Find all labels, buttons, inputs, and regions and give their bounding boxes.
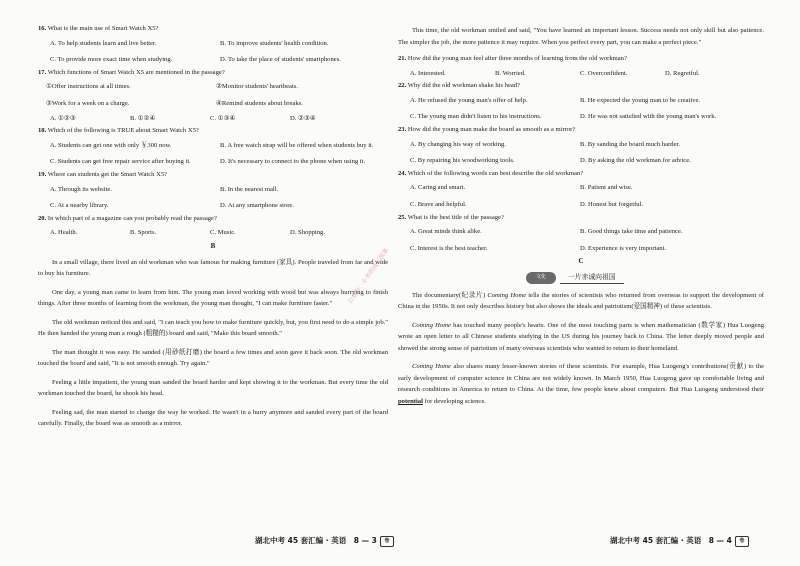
passage-paragraph: The old workman noticed this and said, "I can teach you how to make furniture quickly, but, you first need to do a simple job." He then handed the young man a rough (粗糙的) board and said, "Make this board smooth.": [38, 318, 388, 337]
option-item: D. At any smartphone store.: [220, 202, 294, 210]
statement-item: ②Monitor students' heartbeats.: [216, 83, 298, 91]
option-list: [38, 40, 388, 65]
documentary-title: Coming Home: [412, 363, 451, 371]
option-item: D. It's necessary to connect to the phone when using it.: [220, 158, 366, 166]
option-item: A. ①②③: [50, 114, 76, 122]
question-stem: [398, 170, 764, 179]
banner-title: 一片赤诚向祖国: [560, 272, 624, 284]
option-item: B. Worried.: [495, 69, 526, 77]
passage-paragraph: This time, the old workman smiled and said, "You have learned an important lesson. Success needs not only skill but also patience. The simpler the job, the more patience it may require. When you perfect every part, you can make a perfect piece.": [398, 27, 764, 46]
right-column: [398, 25, 764, 414]
question-block: [398, 126, 764, 166]
question-text: What is the main use of Smart Watch X5?: [47, 25, 159, 32]
section-label: C: [578, 257, 584, 266]
question-number: 19.: [38, 170, 47, 178]
question-number: 21.: [398, 55, 407, 62]
question-stem: [398, 214, 764, 223]
question-text: Which of the following is TRUE about Smart Watch X5?: [47, 127, 199, 135]
option-item: D. Experience is very important.: [580, 244, 667, 252]
option-item: D. ②③④: [290, 114, 316, 122]
option-list: [398, 70, 764, 79]
question-stem: [398, 55, 764, 64]
passage-paragraph: Feeling sad, the man started to change the way he worked. He wasn't in a hurry anymore and sanded every part of the board carefully. Finally, the board was as smooth as a mirror.: [38, 408, 388, 427]
option-item: A. By changing his way of working.: [410, 140, 506, 148]
question-text: What is the best title of the passage?: [407, 213, 504, 221]
option-item: A. Students can get one with only ￥300 now.: [50, 141, 172, 149]
option-item: A. He refused the young man's offer of help.: [410, 96, 528, 104]
documentary-title: Coming Home: [412, 321, 451, 329]
question-text: Where can students get the Smart Watch X5?: [47, 170, 168, 178]
question-block: [38, 215, 388, 238]
watermark: 公众号：小米的成长故事: [346, 247, 391, 306]
option-item: D. By asking the old workman for advice.: [580, 157, 691, 165]
question-stem: [38, 127, 388, 136]
option-item: A. To help students learn and live better.: [50, 39, 157, 47]
question-text: Which functions of Smart Watch X5 are mentioned in the passage?: [47, 68, 225, 76]
seal-icon: 卷: [735, 536, 749, 547]
question-text: Why did the old workman shake his head?: [407, 82, 521, 90]
question-number: 20.: [38, 214, 47, 222]
option-item: A. Caring and smart.: [410, 184, 466, 192]
option-item: B. ①②④: [130, 114, 156, 122]
footer-left: [255, 535, 394, 547]
section-banner: [526, 272, 764, 284]
question-block: [398, 55, 764, 78]
option-item: C. Students can get free repair service after buying it.: [50, 158, 191, 166]
question-number: 16.: [38, 25, 47, 32]
option-item: B. He expected the young man to be creative.: [580, 96, 701, 104]
option-item: C. Interest is the best teacher.: [410, 244, 488, 252]
question-block: [38, 25, 388, 65]
footer-left-text: 湖北中考 45 套汇编 · 英语 8 — 3: [255, 536, 377, 545]
option-item: C. ①③④: [210, 114, 236, 122]
question-block: [398, 170, 764, 210]
option-item: C. Music.: [210, 229, 236, 237]
option-list: [38, 142, 388, 167]
text-run: has touched many people's hearts. One of the most touching parts is when mathematician (数学家) Hua Luogeng wrote an open letter to all Chinese students studying in the US during his journey back to China. The letter deeply moved people and showed the strong sense of patriotism of many overseas scientists who wanted to return to their homeland.: [398, 321, 764, 352]
question-block: [38, 127, 388, 167]
option-item: B. A free watch strap will be offered when students buy it.: [220, 141, 374, 149]
footer-right: [610, 535, 749, 547]
question-stem: [38, 69, 388, 78]
option-item: B. Good things take time and patience.: [580, 228, 683, 236]
passage-paragraph: [398, 361, 764, 407]
option-item: A. Interested.: [410, 69, 446, 77]
text-run: for developing science.: [422, 397, 486, 405]
option-list: [398, 228, 764, 253]
option-list: [398, 184, 764, 209]
banner-logo-icon: 文化: [526, 272, 556, 284]
option-list: [38, 186, 388, 211]
option-list: [38, 115, 388, 124]
passage-paragraph: [398, 320, 764, 355]
option-item: B. Patient and wise.: [580, 184, 633, 192]
option-item: D. To take the place of students' smartphones.: [220, 56, 341, 64]
statement-item: ③Work for a week on a charge.: [46, 99, 130, 107]
question-block: [398, 82, 764, 122]
question-number: 25.: [398, 213, 407, 221]
option-item: C. Overconfident.: [580, 69, 628, 77]
question-block: [38, 69, 388, 123]
text-run: also shares many lesser-known stories of these scientists. For example, Hua Luogeng's contributions(贡献) to the early development of computer science in China are not widely known. In March 1950, Hua Luogeng gave up comfortable living and research conditions in America to return to China. At the time, few people knew about computers. But Hua Luogeng understood their: [398, 363, 764, 394]
question-number: 17.: [38, 68, 47, 76]
option-list: [398, 141, 764, 166]
option-item: C. By repairing his woodworking tools.: [410, 157, 515, 165]
question-text: In which part of a magazine can you probably read the passage?: [47, 214, 217, 222]
question-number: 18.: [38, 127, 47, 135]
question-block: [38, 171, 388, 211]
question-number: 22.: [398, 82, 407, 90]
text-run: tells the stories of scientists who returned from overseas to support the development of China in the 1950s. It not only describes history but also shows the ideals and patriotism(爱国精神) of these scientists.: [398, 291, 764, 311]
option-item: D. Shopping.: [290, 229, 325, 237]
question-stem: [398, 82, 764, 91]
passage-paragraph: One day, a young man came to learn from him. The young man loved working with wood but was always hurrying to finish things. After three months of learning from the workman, the young man thought, "I can make furniture faster.": [38, 288, 388, 307]
question-stem: [38, 215, 388, 224]
passage-paragraph: [398, 290, 764, 313]
option-item: D. Honest but forgetful.: [580, 200, 644, 208]
option-item: D. Regretful.: [665, 69, 700, 77]
footer-right-text: 湖北中考 45 套汇编 · 英语 8 — 4: [610, 536, 732, 545]
statement-item: ④Remind students about breaks.: [216, 99, 303, 107]
option-item: A. Through its website.: [50, 185, 112, 193]
question-text: Which of the following words can best describe the old workman?: [407, 169, 584, 177]
option-item: B. Sports.: [130, 229, 157, 237]
option-item: C. The young man didn't listen to his instructions.: [410, 113, 542, 121]
question-block: [398, 214, 764, 254]
seal-icon: 卷: [380, 536, 394, 547]
question-text: How did the young man make the board as smooth as a mirror?: [407, 125, 576, 133]
underlined-word: potential: [398, 397, 423, 405]
option-item: C. At a nearby library.: [50, 202, 109, 210]
section-label: B: [210, 241, 216, 250]
question-number: 23.: [398, 125, 407, 133]
option-item: C. Brave and helpful.: [410, 200, 467, 208]
passage-paragraph: Feeling a little impatient, the young man sanded the board harder and kept showing it to the workman. But every time the old workman touched the board, he shook his head.: [38, 378, 388, 397]
passage-paragraph: The man thought it was easy. He sanded (用砂纸打磨) the board a few times and soon gave it back soon. The old workman touched the board and said, "It is not smooth enough. Try again.": [38, 348, 388, 367]
statement-list: [38, 83, 388, 108]
option-list: [38, 229, 388, 238]
question-stem: [38, 25, 388, 34]
question-text: How did the young man feel after three months of learning from the old workman?: [407, 55, 627, 62]
left-column: [38, 25, 391, 437]
documentary-title: Coming Home: [487, 291, 527, 299]
option-item: A. Health.: [50, 229, 78, 237]
option-item: C. To provide more exact time when studying.: [50, 56, 173, 64]
text-run: The documentary(纪录片): [412, 291, 488, 299]
question-number: 24.: [398, 169, 407, 177]
passage-paragraph: In a small village, there lived an old workman who was famous for making furniture (家具). People traveled from far and wide to buy his furniture.: [38, 258, 388, 277]
option-item: B. In the nearest mall.: [220, 185, 279, 193]
option-item: A. Great minds think alike.: [410, 228, 482, 236]
question-stem: [38, 171, 388, 180]
option-item: B. To improve students' health condition.: [220, 39, 329, 47]
option-item: B. By sanding the board much harder.: [580, 140, 680, 148]
option-item: D. He was not satisfied with the young man's work.: [580, 113, 717, 121]
question-stem: [398, 126, 764, 135]
statement-item: ①Offer instructions at all times.: [46, 83, 131, 91]
option-list: [398, 97, 764, 122]
